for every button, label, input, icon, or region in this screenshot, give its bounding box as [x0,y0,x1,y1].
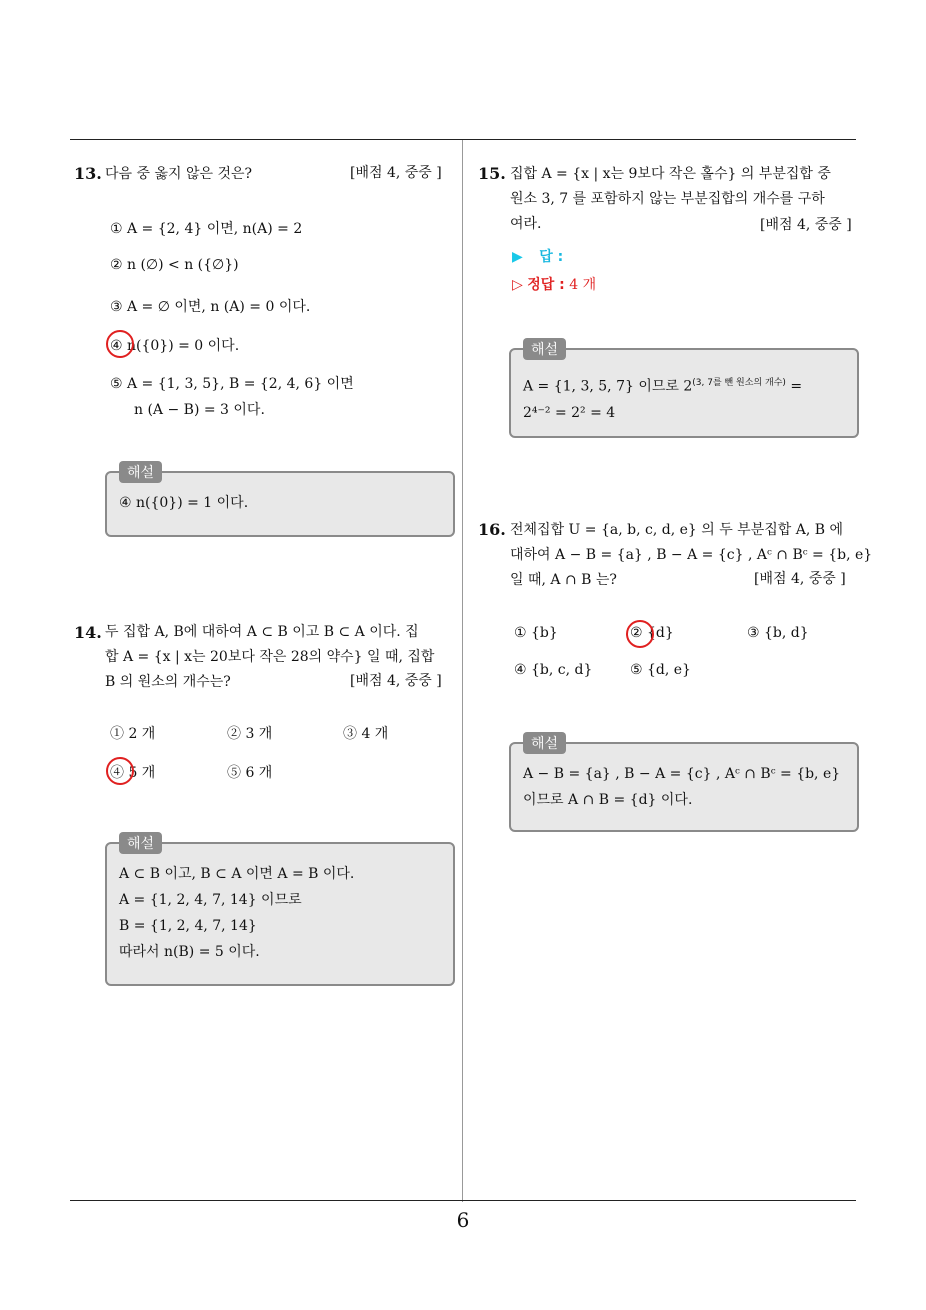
q13-option-1[interactable]: ① A = {2, 4} 이면, n(A) = 2 [110,221,303,237]
q13-option-5-continued: n (A − B) = 3 이다. [134,402,265,418]
q14-explanation-text: A ⊂ B 이고, B ⊂ A 이면 A = B 이다. A = {1, 2, 4, 7, 14} 이므로 B = {1, 2, 4, 7, 14} 따라서 n(B) = 5 이다. [119,866,355,960]
q13-explanation-box [105,465,455,537]
q14-correct-mark [106,757,134,785]
q15-text: 집합 A = {x | x는 9보다 작은 홀수} 의 부분집합 중 원소 3, 7 를 포함하지 않는 부분집합의 개수를 구하 여라. [510,166,831,232]
q14-number: 14. [74,623,102,642]
q15-explanation-text: A = {1, 3, 5, 7} 이므로 $2^{(3, 7를 뺀 원소의 개수)}$ = 2⁴⁻² = 2² = 4 [523,378,803,421]
q15-correct-value: 4 개 [569,277,597,293]
q14-points: [배점 4, 중중 ] [350,673,442,689]
q13-points: [배점 4, 중중 ] [350,165,442,181]
bottom-rule [70,1200,856,1201]
correct-arrow-icon: ▷ [512,277,523,293]
q14-option-3[interactable]: ③ 4 개 [343,726,389,742]
column-divider [462,140,463,1202]
q14-option-2[interactable]: ② 3 개 [227,726,273,742]
page-number: 6 [456,1208,470,1232]
q16-correct-mark [626,620,654,648]
q16-option-3[interactable]: ③ {b, d} [747,625,809,641]
q13-option-4[interactable]: ④ n({0}) = 0 이다. [110,338,240,354]
q13-option-5[interactable]: ⑤ A = {1, 3, 5}, B = {2, 4, 6} 이면 [110,376,354,392]
q13-option-2[interactable]: ② n (∅) < n ({∅}) [110,257,239,273]
q16-explanation-box [509,736,859,832]
q13-text: 다음 중 옳지 않은 것은? [105,166,253,182]
q16-option-1[interactable]: ① {b} [514,625,558,641]
q14-option-5[interactable]: ⑤ 6 개 [227,765,273,781]
q16-explanation-text: A − B = {a} , B − A = {c} , Aᶜ ∩ Bᶜ = {b, e} 이므로 A ∩ B = {d} 이다. [523,766,841,808]
q16-number: 16. [478,520,506,539]
q14-explanation-label: 해설 [119,832,162,854]
q16-explanation-label: 해설 [523,732,566,754]
q14-option-1[interactable]: ① 2 개 [110,726,156,742]
q14-option-4[interactable]: ④ 5 개 [110,765,156,781]
q15-correct-line [512,274,596,294]
top-rule [70,139,856,140]
q13-explanation-text: ④ n({0}) = 1 이다. [119,495,249,511]
q15-answer-line[interactable] [512,246,563,266]
q15-explanation-label: 해설 [523,338,566,360]
q13-option-3[interactable]: ③ A = ∅ 이면, n (A) = 0 이다. [110,299,311,315]
q16-option-2[interactable]: ② {d} [630,625,674,641]
q16-option-4[interactable]: ④ {b, c, d} [514,662,593,678]
q15-answer-label: 답 : [539,249,564,265]
q16-points: [배점 4, 중중 ] [754,571,846,587]
q16-option-5[interactable]: ⑤ {d, e} [630,662,691,678]
q15-points: [배점 4, 중중 ] [760,217,852,233]
q15-number: 15. [478,164,506,183]
q13-correct-mark [106,330,134,358]
q13-number: 13. [74,164,102,183]
q13-explanation-label: 해설 [119,461,162,483]
q14-text: 두 집합 A, B에 대하여 A ⊂ B 이고 B ⊂ A 이다. 집 합 A = {x | x는 20보다 작은 28의 약수} 일 때, 집합 B 의 원소의 개수는? [105,624,435,690]
q15-explanation-box [509,342,859,438]
answer-arrow-icon: ▶ [512,249,523,265]
q16-text: 전체집합 U = {a, b, c, d, e} 의 두 부분집합 A, B 에 대하여 A − B = {a} , B − A = {c} , Aᶜ ∩ Bᶜ = {b, e} 일 때, A ∩ B 는? [510,522,873,588]
q14-explanation-box [105,836,455,986]
q15-correct-label: 정답 : [527,277,565,293]
